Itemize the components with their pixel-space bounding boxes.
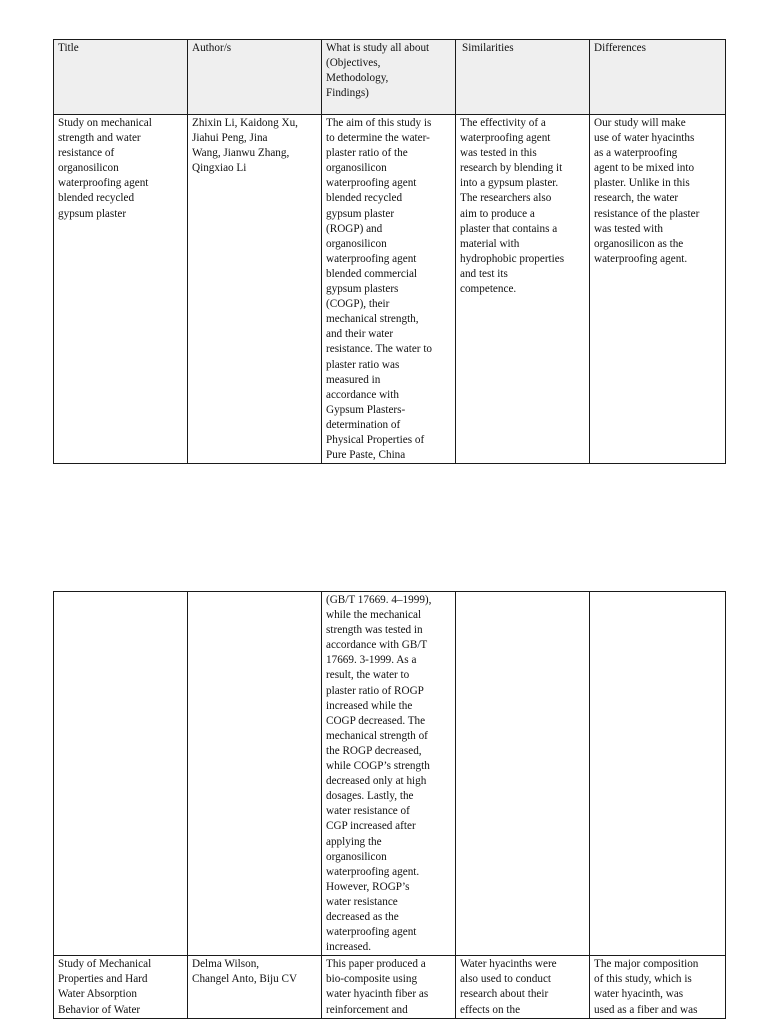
cell-title [54, 592, 188, 956]
table-row [54, 592, 726, 956]
header-title: Title [54, 40, 188, 115]
cell-title: Study of Mechanical Properties and Hard Water Absorption Behavior of Water [54, 956, 188, 1018]
header-authors: Author/s [188, 40, 322, 115]
cell-study-about: (GB/T 17669. 4–1999), while the mechanical strength was tested in accordance with GB/T 17669. 3-1999. As a result, the water to plaster ratio of ROGP increased while the COGP decreased. The mechanical strength of the ROGP decreased, while COGP’s strength decreased only at high dosages. Lastly, the water resistance of CGP increased after applying the organosilicon waterproofing agent. However, ROGP’s water resistance decreased as the waterproofing agent increased. [322, 592, 456, 956]
cell-similarities: Water hyacinths were also used to conduct research about their effects on the [456, 956, 590, 1018]
cell-title: Study on mechanical strength and water resistance of organosilicon waterproofing agent blended recycled gypsum plaster [54, 115, 188, 464]
cell-study-about: This paper produced a bio-composite using water hyacinth fiber as reinforcement and [322, 956, 456, 1018]
header-differences: Differences [590, 40, 726, 115]
cell-differences: The major composition of this study, which is water hyacinth, was used as a fiber and was [590, 956, 726, 1018]
cell-authors: Delma Wilson, Changel Anto, Biju CV [188, 956, 322, 1018]
cell-similarities [456, 592, 590, 956]
cell-study-about: The aim of this study is to determine the water- plaster ratio of the organosilicon waterproofing agent blended recycled gypsum plaster (ROGP) and organosilicon waterproofing agent blended commercial gypsum plasters (COGP), their mechanical strength, and their water resistance. The water to plaster ratio was measured in accordance with Gypsum Plasters- determination of Physical Properties of Pure Paste, China [322, 115, 456, 464]
cell-differences: Our study will make use of water hyacinths as a waterproofing agent to be mixed into plaster. Unlike in this research, the water resistance of the plaster was tested with organosilicon as the waterproofing agent. [590, 115, 726, 464]
table-row [54, 115, 726, 464]
cell-authors: Zhixin Li, Kaidong Xu, Jiahui Peng, Jina Wang, Jianwu Zhang, Qingxiao Li [188, 115, 322, 464]
cell-differences [590, 592, 726, 956]
literature-table-page-top [53, 39, 726, 464]
table-header-row [54, 40, 726, 115]
cell-authors [188, 592, 322, 956]
cell-similarities: The effectivity of a waterproofing agent was tested in this research by blending it into a gypsum plaster. The researchers also aim to produce a plaster that contains a material with hydrophobic properties and test its competence. [456, 115, 590, 464]
table-row [54, 956, 726, 1018]
header-similarities: Similarities [456, 40, 590, 115]
literature-table-page-continued [53, 591, 726, 1019]
header-study-about: What is study all about (Objectives, Methodology, Findings) [322, 40, 456, 115]
